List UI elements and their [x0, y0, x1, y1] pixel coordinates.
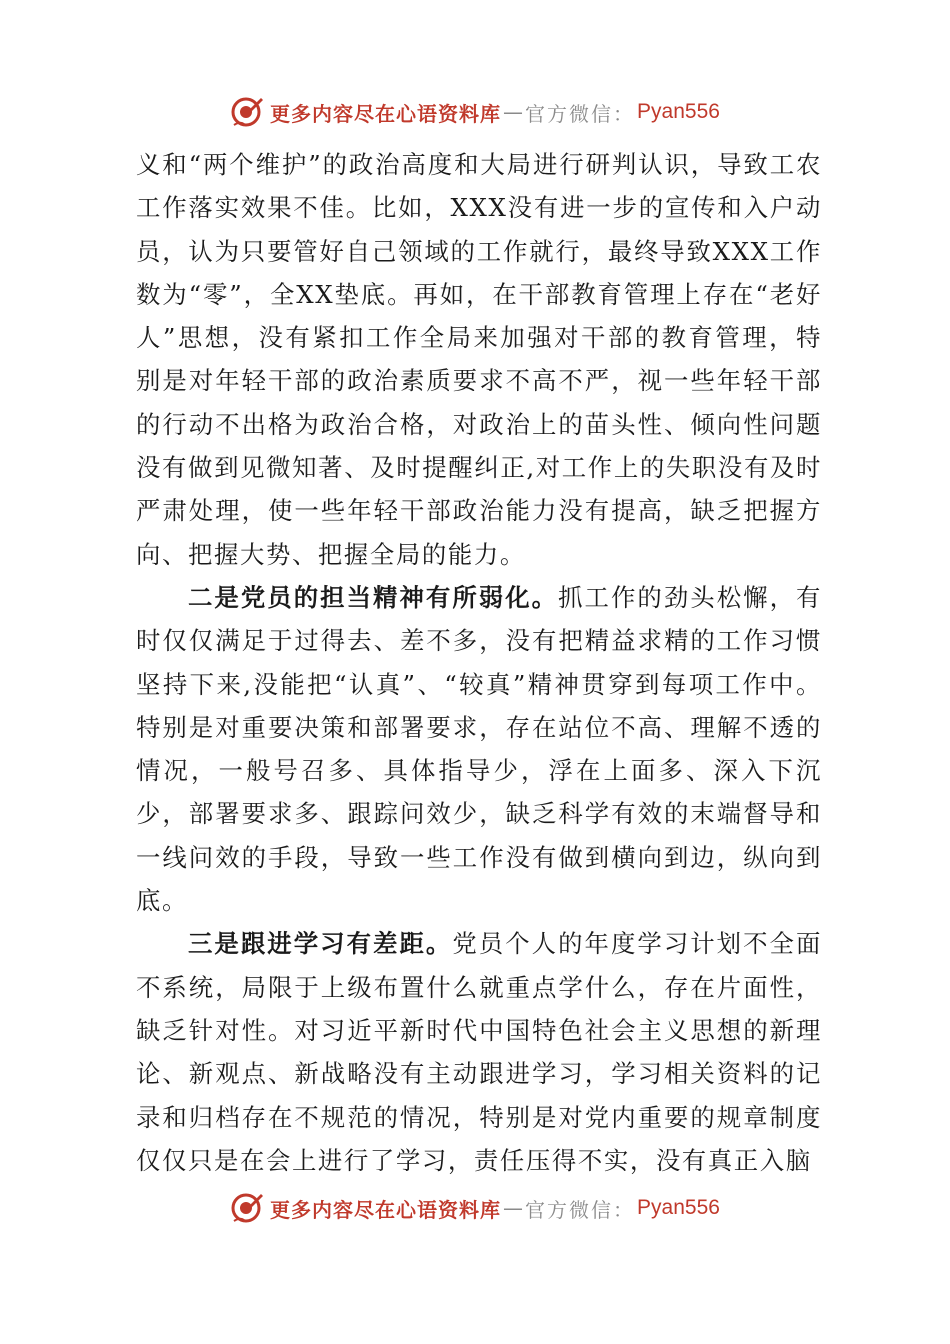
- paragraph-lead: 二是党员的担当精神有所弱化。: [188, 582, 559, 612]
- paragraph-text: 义和“两个维护”的政治高度和大局进行研判认识，导致工农工作落实效果不佳。比如，XXX没有进一步的宣传和入户动员，认为只要管好自己领域的工作就行，最终导致XXX工作数为“零”，全XX垫底。再如，在干部教育管理上存在“老好人”思想，没有紧扣工作全局来加强对干部的教育管理，特别是对年轻干部的政治素质要求不高不严，视一些年轻干部的行动不出格为政治合格，对政治上的苗头性、倾向性问题没有做到见微知著、及时提醒纠正,对工作上的失职没有及时严肃处理，使一些年轻干部政治能力没有提高，缺乏把握方向、把握大势、把握全局的能力。: [136, 150, 822, 569]
- wechat-id: Pyan556: [637, 1196, 720, 1219]
- brand-text: 更多内容尽在心语资料库: [270, 1197, 502, 1222]
- footer-banner: [0, 1188, 950, 1228]
- paragraph-two: [136, 576, 822, 922]
- paragraph-lead: 三是跟进学习有差距。: [188, 929, 453, 959]
- paragraph-continuation: [136, 143, 822, 576]
- paragraph-text: 党员个人的年度学习计划不全面不系统，局限于上级布置什么就重点学什么，存在片面性，缺乏针对性。对习近平新时代中国特色社会主义思想的新理论、新观点、新战略没有主动跟进学习，学习相关资料的记录和归档存在不规范的情况，特别是对党内重要的规章制度仅仅只是在会上进行了学习，责任压得不实，没有真正入脑: [136, 929, 822, 1175]
- brand-text: 更多内容尽在心语资料库: [270, 101, 502, 126]
- wechat-id: Pyan556: [637, 100, 720, 123]
- document-body: [136, 143, 822, 1182]
- header-banner: [0, 92, 950, 132]
- wechat-label: 官方微信：: [525, 101, 636, 126]
- paragraph-text: 抓工作的劲头松懈，有时仅仅满足于过得去、差不多，没有把精益求精的工作习惯坚持下来,没能把“认真”、“较真”精神贯穿到每项工作中。特别是对重要决策和部署要求，存在站位不高、理解不透的情况，一般号召多、具体指导少，浮在上面多、深入下沉少，部署要求多、跟踪问效少，缺乏科学有效的末端督导和一线问效的手段，导致一些工作没有做到横向到边，纵向到底。: [136, 582, 822, 916]
- pen-seal-logo-icon: [230, 1191, 264, 1225]
- pen-seal-logo-icon: [230, 95, 264, 129]
- banner-separator: —: [503, 1196, 524, 1220]
- paragraph-three: [136, 922, 822, 1182]
- banner-separator: —: [503, 100, 524, 124]
- wechat-label: 官方微信：: [525, 1197, 636, 1222]
